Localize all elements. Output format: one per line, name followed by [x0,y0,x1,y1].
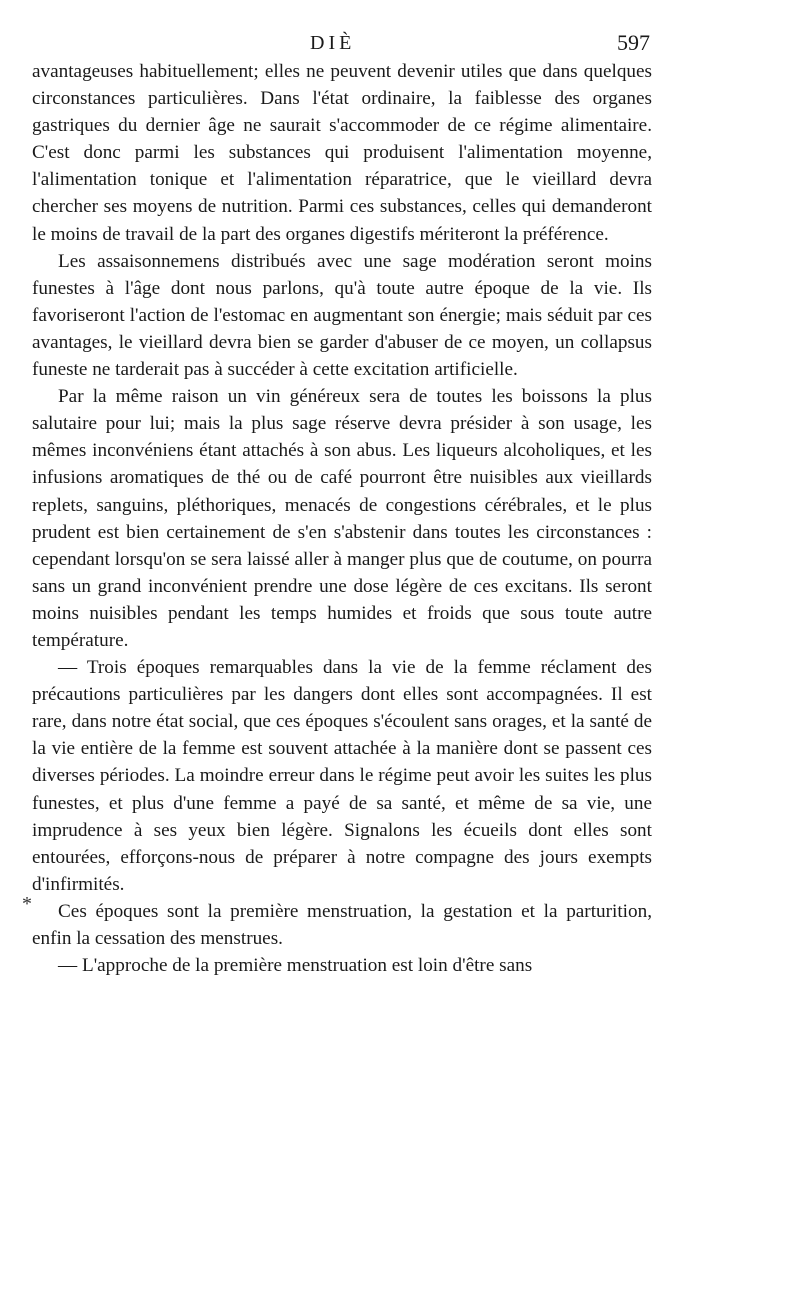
page-number: 597 [617,30,650,55]
running-head: DIÈ [310,32,356,54]
body-text [32,58,652,979]
page-header [32,28,652,58]
paragraph-3: Par la même raison un vin généreux sera de toutes les boissons la plus salutaire pour lui; mais la plus sage réserve devra présider à son usage, les mêmes inconvéniens étant attachés à son abus. Les liqueurs alcoholiques, et les infusions aromatiques de thé ou de café pourront être nuisibles aux vieillards replets, sanguins, pléthoriques, menacés de congestions cérébrales, et le plus prudent est bien certainement de s'en s'abstenir dans toutes les circonstances : cependant lorsqu'on se sera laissé aller à manger plus que de coutume, on pourra sans un grand inconvénient prendre une dose légère de ces excitans. Ils seront moins nuisibles pendant les temps humides et froids que sous toute autre température. [32,386,652,651]
paragraph-5: Ces époques sont la première menstruation, la gestation et la parturition, enfin la cessation des menstrues. [32,900,652,949]
paragraph-4: — Trois époques remarquables dans la vie de la femme réclament des précautions particulières par les dangers dont elles sont accompagnées. Il est rare, dans notre état social, que ces époques s'écoulent sans orages, et la santé de la vie entière de la femme est souvent attachée à la manière dont se passent ces diverses périodes. La moindre erreur dans le régime peut avoir les suites les plus funestes, et plus d'une femme a payé de sa santé, et même de sa vie, une imprudence à ses yeux bien légère. Signalons les écueils dont elles sont entourées, efforçons-nous de préparer à notre compagne des jours exempts d'infirmités. [32,657,652,895]
book-page [32,28,652,979]
margin-asterisk-mark: * [22,893,32,915]
paragraph-2: Les assaisonnemens distribués avec une sage modération seront moins funestes à l'âge dont nous parlons, qu'à toute autre époque de la vie. Ils favoriseront l'action de l'estomac en augmentant son énergie; mais séduit par ces avantages, le vieillard devra bien se garder d'abuser de ce moyen, un collapsus funeste ne tarderait pas à succéder à cette excitation artificielle. [32,250,652,381]
paragraph-1: avantageuses habituellement; elles ne peuvent devenir utiles que dans quelques circonstances particulières. Dans l'état ordinaire, la faiblesse des organes gastriques du dernier âge ne saurait s'accommoder de ce régime alimentaire. C'est donc parmi les substances qui produisent l'alimentation moyenne, l'alimentation tonique et l'alimentation réparatrice, que le vieillard devra chercher ses moyens de nutrition. Parmi ces substances, celles qui demanderont le moins de travail de la part des organes digestifs mériteront la préférence. [32,61,652,245]
paragraph-6: — L'approche de la première menstruation est loin d'être sans [58,955,533,977]
